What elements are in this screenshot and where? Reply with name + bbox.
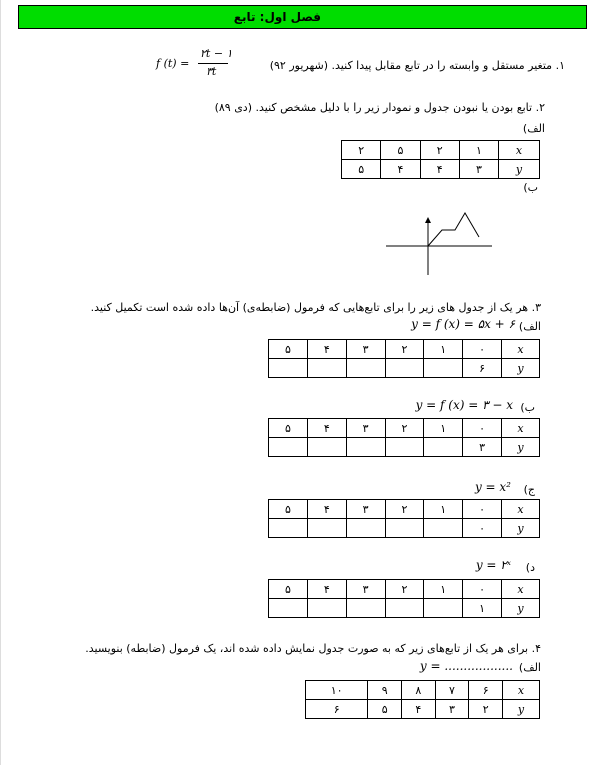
table-cell: ۱ (424, 580, 463, 599)
table-cell: ۰ (463, 580, 502, 599)
table-cell: ۴ (402, 700, 436, 719)
table-cell (269, 438, 308, 457)
table-cell: ۱ (424, 419, 463, 438)
table-cell: y (503, 700, 540, 719)
table-cell: ۰ (463, 419, 502, 438)
table-cell: ۵ (269, 500, 308, 519)
table-cell (269, 599, 308, 618)
chapter-header (18, 5, 587, 29)
table-cell: y (502, 599, 540, 618)
table-cell (346, 519, 385, 538)
table-cell: ۲ (385, 340, 424, 359)
table-cell (385, 519, 424, 538)
formula-numerator: ۲t − ۱ (200, 47, 233, 60)
question-3-text: ۳. هر یک از جدول های زیر را برای تابع‌هایی که فرمول (ضابطه‌ی) آن‌ها داده شده است تکمیل کنید. (90, 301, 541, 314)
table-cell: ۱ (463, 599, 502, 618)
table-cell: ۳ (346, 500, 385, 519)
table-cell (385, 438, 424, 457)
table-cell (424, 438, 463, 457)
table-cell: y (502, 359, 540, 378)
table-cell: ۹ (368, 681, 402, 700)
page-edge-line (0, 0, 1, 765)
table-cell: ۴ (307, 340, 346, 359)
q3-part-c-label: ج) (523, 483, 535, 496)
table-cell: ۴ (307, 580, 346, 599)
table-cell: ۵ (368, 700, 402, 719)
table-cell: x (502, 500, 540, 519)
y-axis-arrow (425, 217, 431, 223)
q3-part-a-formula: y = f (x) = ۵x + ۶ (411, 317, 515, 331)
table-cell: ۳ (463, 438, 502, 457)
table-cell: ۵ (269, 580, 308, 599)
table-cell (346, 599, 385, 618)
table-row (269, 519, 540, 538)
q3-part-b-formula: y = f (x) = ۳ − x (415, 398, 513, 412)
q4-part-a-label: الف) (518, 661, 541, 674)
table-cell: ۳ (346, 580, 385, 599)
table-cell: ۲ (420, 141, 459, 160)
table-cell (346, 438, 385, 457)
q3-part-b-table (268, 418, 540, 457)
q3-part-c-formula: y = x² (474, 480, 511, 494)
question-2-graph (386, 207, 496, 277)
formula-denominator: ۳t (206, 65, 217, 78)
table-row (269, 580, 540, 599)
table-cell: ۸ (402, 681, 436, 700)
table-cell: ۰ (463, 519, 502, 538)
table-cell: ۱ (424, 500, 463, 519)
table-row (269, 419, 540, 438)
table-cell (269, 359, 308, 378)
table-row (306, 681, 540, 700)
table-cell: ۱ (424, 340, 463, 359)
q3-part-a-label: الف) (518, 320, 541, 333)
chapter-title: فصل اول: تابع (233, 10, 321, 24)
table-cell (307, 359, 346, 378)
part-a-label: الف) (522, 122, 545, 135)
table-row (269, 599, 540, 618)
table-cell: x (499, 141, 540, 160)
table-cell: x (502, 340, 540, 359)
table-row (342, 141, 540, 160)
table-cell (269, 519, 308, 538)
question-1-formula (156, 47, 231, 81)
formula-lhs: f (t) = (156, 57, 190, 70)
table-cell: ۱ (459, 141, 498, 160)
table-cell (424, 359, 463, 378)
q3-part-d-formula: y = ۲ˣ (475, 558, 511, 572)
q3-part-d-label: د) (525, 561, 535, 574)
table-cell: ۲ (385, 500, 424, 519)
table-cell: ۵ (342, 160, 381, 179)
table-cell: ۲ (469, 700, 503, 719)
graph-line (428, 213, 479, 246)
table-cell (385, 359, 424, 378)
table-cell: ۶ (469, 681, 503, 700)
table-cell: ۲ (385, 419, 424, 438)
table-cell: ۳ (435, 700, 469, 719)
table-cell: ۴ (307, 500, 346, 519)
table-cell: y (499, 160, 540, 179)
table-cell (385, 599, 424, 618)
table-cell: ۶ (463, 359, 502, 378)
part-b-label: ب) (523, 181, 538, 194)
table-cell: ۲ (342, 141, 381, 160)
q3-part-a-table (268, 339, 540, 378)
table-row (306, 700, 540, 719)
table-cell: ۰ (463, 500, 502, 519)
table-cell: ۳ (346, 340, 385, 359)
table-row (269, 500, 540, 519)
table-row (269, 340, 540, 359)
table-row (342, 160, 540, 179)
q3-part-d-table (268, 579, 540, 618)
q3-part-c-table (268, 499, 540, 538)
q4-blank-formula: y = .................. (419, 659, 513, 673)
table-cell: x (502, 580, 540, 599)
table-cell: ۴ (381, 160, 420, 179)
question-4-text: ۴. برای هر یک از تابع‌های زیر که به صورت جدول نمایش داده شده اند، یک فرمول (ضابطه) بنویسید. (85, 642, 541, 655)
table-cell: y (502, 438, 540, 457)
table-cell: y (502, 519, 540, 538)
table-cell: ۵ (381, 141, 420, 160)
q4-table (305, 680, 540, 719)
fraction-bar (198, 63, 228, 64)
table-cell: ۰ (463, 340, 502, 359)
table-row (269, 438, 540, 457)
question-2-table (341, 140, 540, 179)
table-cell (307, 438, 346, 457)
table-cell: ۳ (346, 419, 385, 438)
question-1-text: ۱. متغیر مستقل و وابسته را در تابع مقابل پیدا کنید. (شهریور ۹۲) (269, 59, 565, 72)
table-cell: ۶ (306, 700, 368, 719)
table-cell: ۴ (420, 160, 459, 179)
table-row (269, 359, 540, 378)
q3-part-b-label: ب) (520, 401, 535, 414)
table-cell (346, 359, 385, 378)
table-cell: ۵ (269, 340, 308, 359)
table-cell: x (503, 681, 540, 700)
table-cell (424, 599, 463, 618)
table-cell: ۷ (435, 681, 469, 700)
table-cell (307, 519, 346, 538)
table-cell: ۵ (269, 419, 308, 438)
table-cell: ۴ (307, 419, 346, 438)
table-cell (307, 599, 346, 618)
table-cell (424, 519, 463, 538)
table-cell: ۱۰ (306, 681, 368, 700)
table-cell: ۲ (385, 580, 424, 599)
table-cell: x (502, 419, 540, 438)
table-cell: ۳ (459, 160, 498, 179)
question-2-text: ۲. تابع بودن یا نبودن جدول و نمودار زیر را با دلیل مشخص کنید. (دی ۸۹) (214, 101, 545, 114)
